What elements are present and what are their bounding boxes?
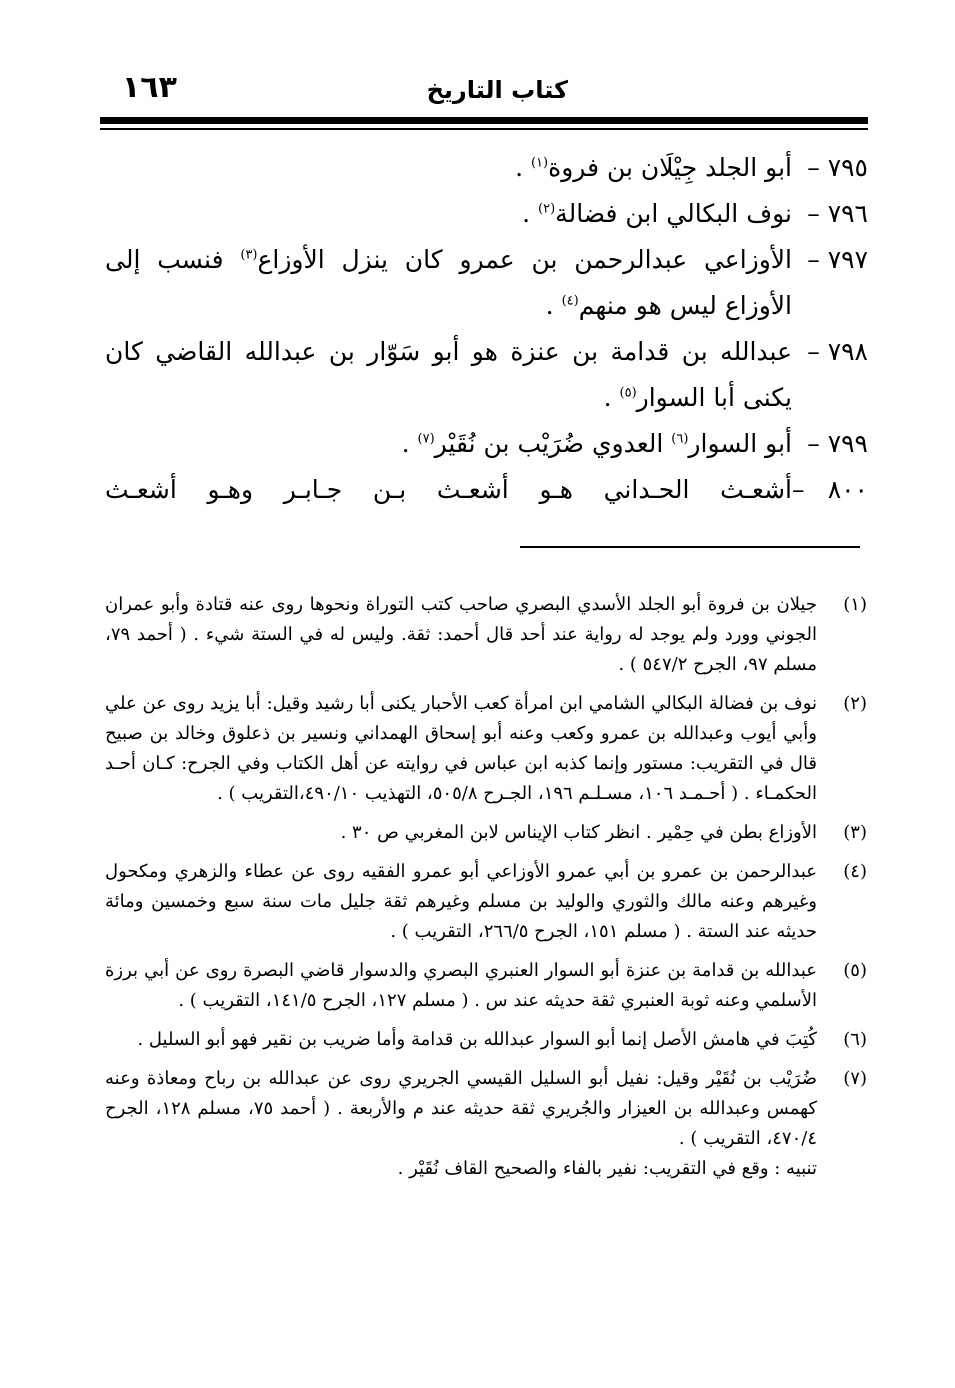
entry-text: الأوزاعي عبدالرحمن بن عمرو كان ينزل الأوزاع <box>257 245 793 274</box>
footnote-text: ضُرَيْب بن نُقَيْر وقيل: نفيل أبو السليل القيسي الجريري روى عن عبدالله بن رباح ومعاذة وعنه كهمس وعبدالله بن العيزار والجُريري ثقة حديثه عند م والأربعة . ( أحمد ٧٥، مسلم ١٢٨، الجرح ٤٧٠/٤، التقريب ) . <box>105 1068 818 1149</box>
entry: ٧٩٦ –نوف البكالي ابن فضالة$^{(٢)}$ . <box>105 191 868 237</box>
footnote-text: الأوزاع بطن في حِمْير . انظر كتاب الإيناس لابن المغربي ص ٣٠ . <box>340 822 817 843</box>
footnote <box>105 1025 867 1055</box>
footnote-number: (٤) <box>843 861 867 882</box>
entry: ٧٩٨ –عبدالله بن قدامة بن عنزة هو أبو سَوّار بن عبدالله القاضي كان يكنى أبا السوار$^{(٥)}$ . <box>105 329 868 421</box>
footnote-number: (٥) <box>843 960 867 981</box>
entry-number: ٧٩٩ – <box>807 429 868 458</box>
entry: ٧٩٥ –أبو الجلد جِيْلَان بن فروة$^{(١)}$ . <box>105 145 868 191</box>
footnote-number: (١) <box>843 594 867 615</box>
footnote-ref: (٣) <box>240 247 258 263</box>
footnote <box>105 956 867 1016</box>
footnote-ref: (٥) <box>619 385 637 401</box>
entry-number: ٧٩٨ – <box>807 337 868 366</box>
footnote <box>105 1064 867 1184</box>
entry <box>105 467 868 513</box>
footnote-number: (٧) <box>843 1068 867 1089</box>
footnote-text: عبدالرحمن بن عمرو بن أبي عمرو الأوزاعي أبو عمرو الفقيه روى عن عطاء والزهري ومكحول وغيرهم وعنه مالك والثوري والوليد بن مسلم وغيرهم ثقة جليل مات سنة سبع وخمسين ومائة حديثه عند الستة . ( مسلم ١٥١، الجرح ٢٦٦/٥، التقريب ) . <box>105 861 817 942</box>
page-number: ١٦٣ <box>122 70 177 105</box>
footnote-number: (٦) <box>843 1029 867 1050</box>
footnote-ref: (٧) <box>417 431 435 447</box>
entry-text: أبو الجلد جِيْلَان بن فروة <box>548 153 792 182</box>
footnote <box>105 818 867 848</box>
entry-text: نوف البكالي ابن فضالة <box>555 199 792 228</box>
entry-number: ٧٩٧ – <box>807 245 869 274</box>
footnote-text: عبدالله بن قدامة بن عنزة أبو السوار العنبري البصري والدسوار قاضي البصرة روى عن أبي برزة الأسلمي وعنه ثوبة العنبري ثقة حديثه عند س . ( مسلم ١٢٧، الجرح ١٤١/٥، التقريب ) . <box>105 960 817 1011</box>
entry-number: ٧٩٥ – <box>807 153 868 182</box>
footnote-ref: (٢) <box>538 201 556 217</box>
header-rule-thick <box>100 117 868 124</box>
entry-number: ٧٩٦ – <box>807 199 868 228</box>
footnote <box>105 590 867 680</box>
footnote-number: (٢) <box>843 693 867 714</box>
entry-text: عبدالله بن قدامة بن عنزة هو أبو سَوّار بن عبدالله القاضي كان يكنى أبا السوار <box>105 337 792 412</box>
header-rule-thin <box>100 128 868 130</box>
main-entries <box>105 145 868 513</box>
entry: ٧٩٩ –أبو السوار$^{(٦)}$ العدوي ضُرَيْب بن نُقَيْر$^{(٧)}$ . <box>105 421 868 467</box>
footnote-text: كُتِبَ في هامش الأصل إنما أبو السوار عبدالله بن قدامة وأما ضريب بن نقير فهو أبو السليل . <box>137 1029 817 1050</box>
entry-text: أشعـث الحـداني هـو أشعـث بـن جـابـر وهـو أشعـث <box>105 475 792 504</box>
entry: ٧٩٧ –الأوزاعي عبدالرحمن بن عمرو كان ينزل الأوزاع$^{(٣)}$ فنسب إلى الأوزاع ليس هو منهم$^{(٤)}$ . <box>105 237 868 329</box>
footnote-separator <box>520 546 860 548</box>
running-title: كتاب التاريخ <box>426 76 568 104</box>
entry-text: أبو السوار <box>688 429 792 458</box>
footnote-number: (٣) <box>843 822 867 843</box>
footnotes <box>105 590 867 1193</box>
footnote-ref: (٦) <box>671 431 689 447</box>
page-header <box>100 62 868 112</box>
footnote-text: نوف بن فضالة البكالي الشامي ابن امرأة كعب الأحبار يكنى أبا رشيد وقيل: أبا يزيد روى عن علي وأبي أيوب وعبدالله بن عمرو وكعب وعنه أبو إسحاق الهمداني ونسير بن ذعلوق وخالد بن صبيح قال في التقريب: مستور وإنما كذبه ابن عباس في روايته عن أهل الكتاب وفي الجرح: كـان أحـد الحكمـاء . ( أحـمـد ١٠٦، مسـلـم ١٩٦، الجـرح ٥٠٥/٨، التهذيب ٤٩٠/١٠،التقريب ) . <box>105 693 817 804</box>
footnote-ref: (٤) <box>561 293 579 309</box>
footnote <box>105 857 867 947</box>
footnote <box>105 689 867 809</box>
footnote-ref: (١) <box>530 155 549 171</box>
footnote-text: جيلان بن فروة أبو الجلد الأسدي البصري صاحب كتب التوراة ونحوها روى عنه قتادة وأبو عمران الجوني وورد ولم يوجد له رواية عند أحد قال أحمد: ثقة. وليس له في الستة شيء . ( أحمد ٧٩، مسلم ٩٧، الجرح ٥٤٧/٢ ) . <box>105 594 817 675</box>
entry-number: ٨٠٠ – <box>792 475 868 504</box>
footnote-caution: تنبيه : وقع في التقريب: نفير بالفاء والصحيح القاف نُقَيْر . <box>397 1158 817 1179</box>
